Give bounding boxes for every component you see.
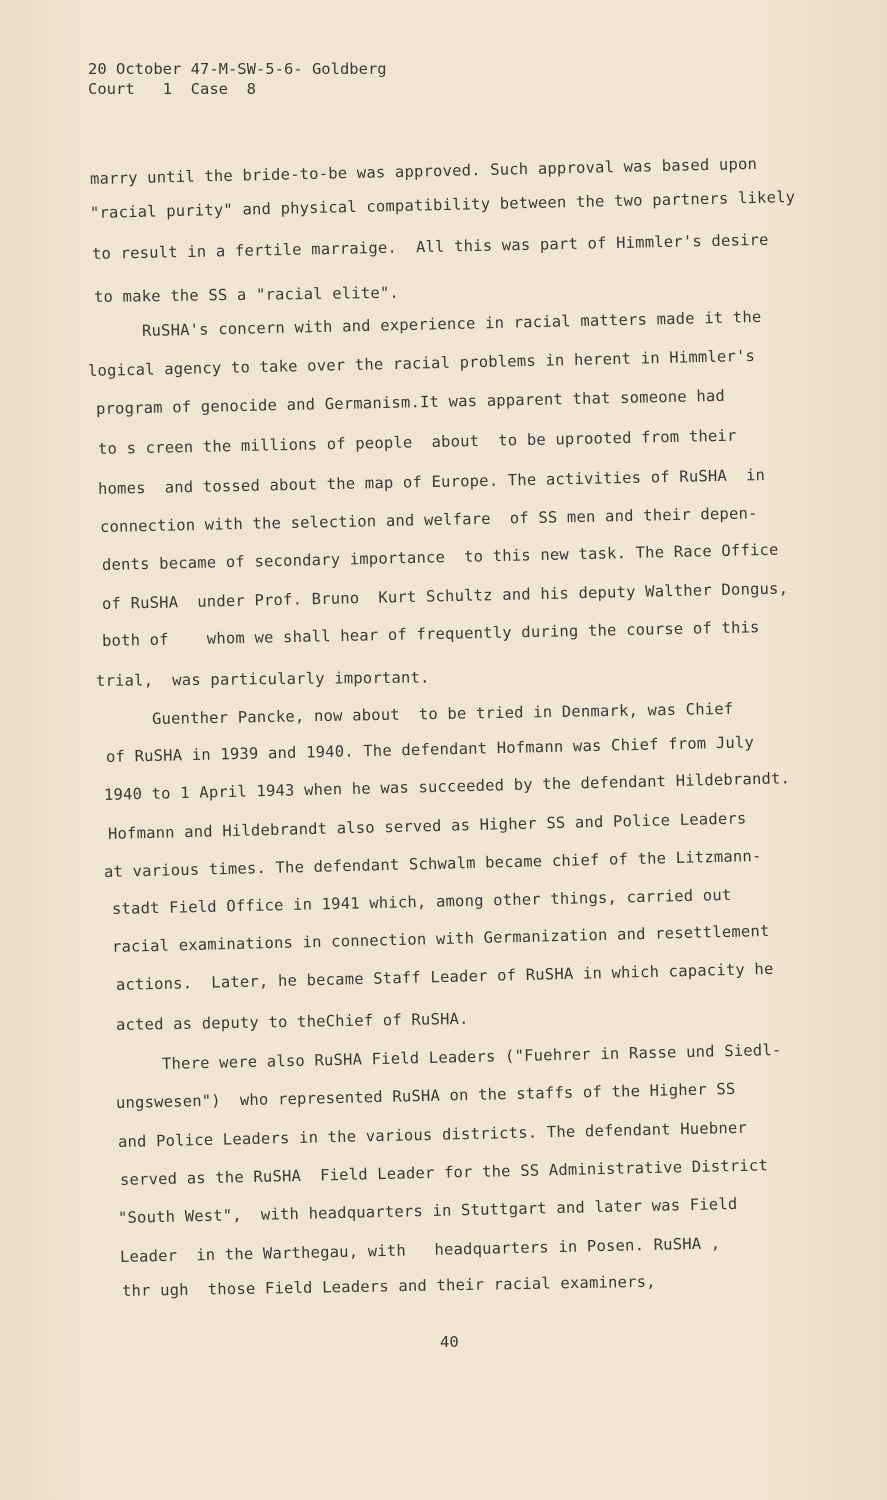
body-line: connection with the selection and welfare of SS men and their depen- [99,504,758,536]
body-line: served as the RuSHA Field Leader for the SS Administrative District [119,1156,769,1189]
body-line: to make the SS a "racial elite". [93,283,400,306]
body-line: Guenther Pancke, now about to be tried in Denmark, was Chief [151,699,734,728]
body-line: to s creen the millions of people about to be uprooted from their [97,426,737,458]
body-line: 1940 to 1 April 1943 when he was succeeded by the defendant Hildebrandt. [103,769,791,804]
body-line: racial examinations in connection with Germanization and resettlement [111,921,770,956]
body-line: ungswesen") who represented RuSHA on the staffs of the Higher SS [115,1079,736,1112]
body-line: RuSHA's concern with and experience in racial matters made it the [141,307,762,340]
body-line: both of whom we shall hear of frequently during the course of this [101,618,760,650]
body-line: "South West", with headquarters in Stuttgart and later was Field [117,1194,738,1227]
body-line: and Police Leaders in the various districts. The defendant Huebner [117,1118,748,1151]
body-line: actions. Later, he became Staff Leader of RuSHA in which capacity he [115,959,774,994]
page-number: 40 [440,1333,459,1351]
body-line: logical agency to take over the racial problems in herent in Himmler's [87,346,756,380]
body-line: at various times. The defendant Schwalm became chief of the Litzmann- [103,846,762,881]
body-line: Hofmann and Hildebrandt also served as Higher SS and Police Leaders [107,809,747,843]
body-line: homes and tossed about the map of Europe. The activities of RuSHA in [97,466,766,498]
body-line: program of genocide and Germanism.It was apparent that someone had [95,386,726,418]
body-line: trial, was particularly important. [95,668,430,690]
body-line: There were also RuSHA Field Leaders ("Fuehrer in Rasse und Siedl- [161,1040,782,1073]
body-line: thr ugh those Field Leaders and their racial examiners, [121,1272,656,1300]
header-line-date-file: 20 October 47-M-SW-5-6- Goldberg [88,60,387,78]
body-line: acted as deputy to theChief of RuSHA. [115,1009,469,1034]
body-line: marry until the bride-to-be was approved. Such approval was based upon [89,154,758,188]
body-line: Leader in the Warthegau, with headquarters in Posen. RuSHA , [119,1234,721,1266]
body-line: of RuSHA under Prof. Bruno Kurt Schultz and his deputy Walther Dongus, [101,579,789,613]
header-line-court-case: Court 1 Case 8 [88,80,256,98]
body-line: dents became of secondary importance to this new task. The Race Office [101,540,779,574]
body-line: of RuSHA in 1939 and 1940. The defendant Hofmann was Chief from July [105,733,755,766]
body-line: to result in a fertile marraige. All this was part of Himmler's desire [91,230,769,263]
body-line: stadt Field Office in 1941 which, among other things, carried out [111,885,732,918]
body-line: "racial purity" and physical compatibility between the two partners likely [89,187,796,222]
